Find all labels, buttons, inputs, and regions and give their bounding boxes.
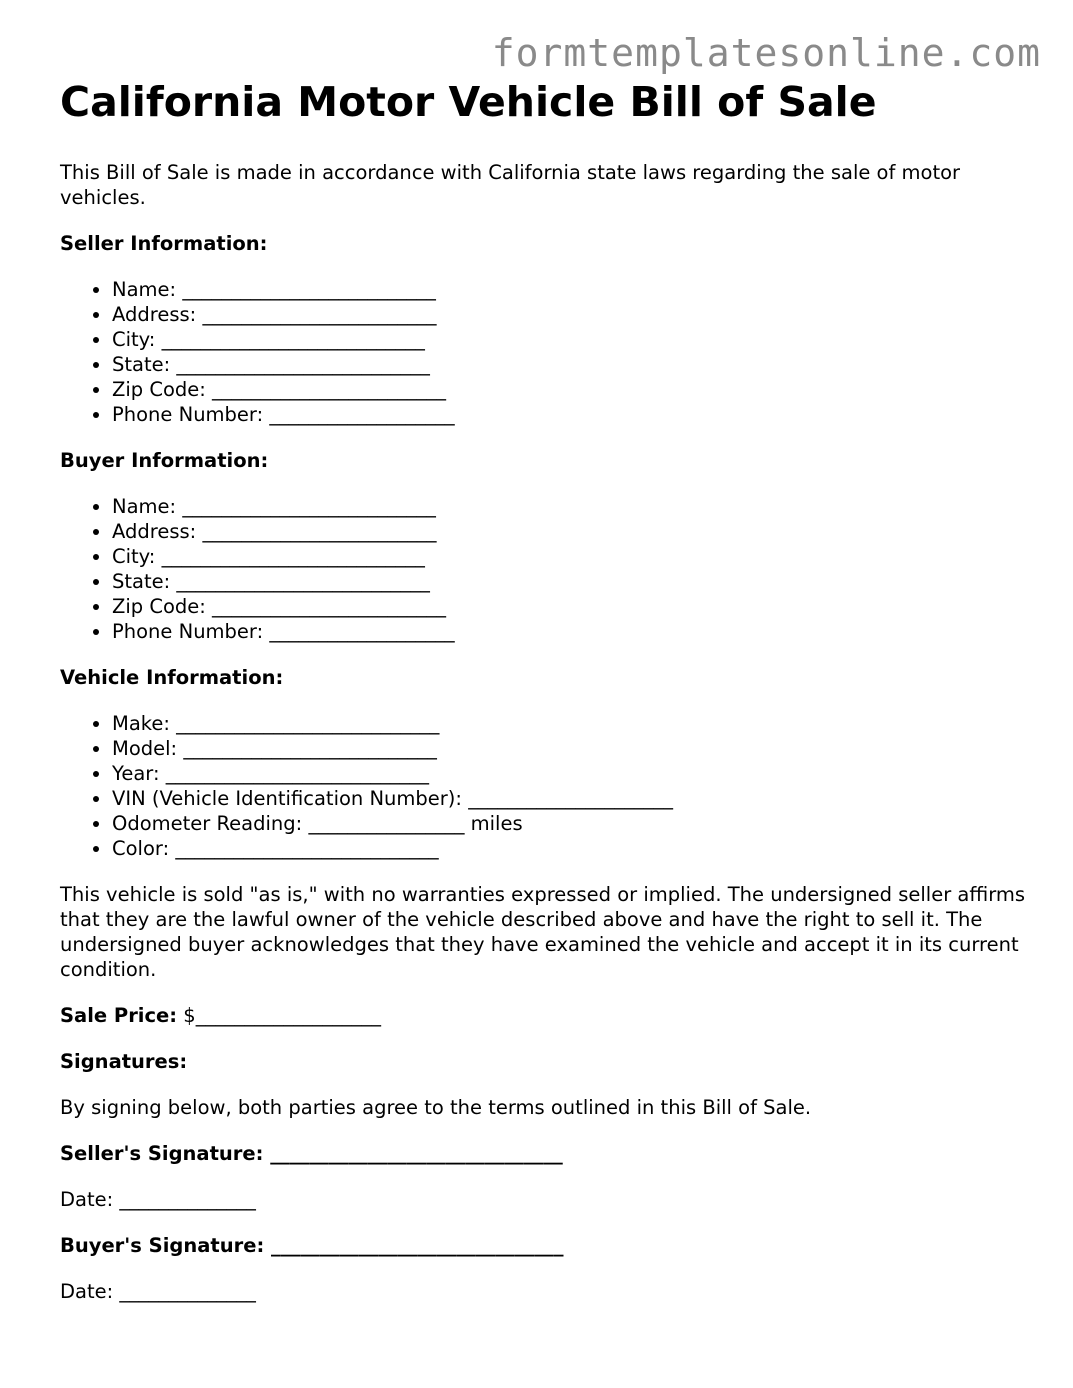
as-is-paragraph: This vehicle is sold "as is," with no warranties expressed or implied. The undersigned seller affirms that they are the lawful owner of the vehicle described above and have the right to sell it. The undersigned buyer acknowledges that they have examined the vehicle and accept it in its current condition.: [60, 883, 1026, 981]
field-label: Zip Code:: [112, 595, 206, 618]
seller-name-field[interactable]: [112, 277, 1040, 302]
blank-line: ___________________: [269, 620, 455, 643]
blank-line: _____________________: [468, 787, 673, 810]
blank-line: __________________________: [182, 495, 436, 518]
buyer-signature-label: Buyer's Signature:: [60, 1234, 265, 1257]
field-label: State:: [112, 353, 171, 376]
vehicle-year-field[interactable]: [112, 761, 1040, 786]
blank-line: __________________________: [183, 737, 437, 760]
field-label: Phone Number:: [112, 620, 264, 643]
vehicle-vin-field[interactable]: [112, 786, 1040, 811]
blank-line: __________________________: [176, 570, 430, 593]
watermark: formtemplatesonline.com: [491, 31, 1041, 75]
blank-line: __________________________: [176, 353, 430, 376]
blank-line: ___________________________: [161, 545, 425, 568]
field-label: Zip Code:: [112, 378, 206, 401]
field-label: City:: [112, 328, 156, 351]
buyer-heading: Buyer Information:: [60, 449, 269, 472]
field-label: Phone Number:: [112, 403, 264, 426]
page-title: California Motor Vehicle Bill of Sale: [60, 78, 877, 126]
blank-line: ________________________: [202, 303, 437, 326]
buyer-signature-field[interactable]: [60, 1233, 1040, 1258]
blank-line: ___________________: [269, 403, 455, 426]
blank-line: ______________: [119, 1280, 256, 1303]
field-label: Name:: [112, 278, 177, 301]
document: [60, 78, 1040, 1325]
seller-phone-field[interactable]: [112, 402, 1040, 427]
buyer-date-field[interactable]: [60, 1279, 1040, 1304]
date-label: Date:: [60, 1188, 114, 1211]
buyer-state-field[interactable]: [112, 569, 1040, 594]
seller-city-field[interactable]: [112, 327, 1040, 352]
sale-price-field[interactable]: [60, 1003, 1040, 1028]
field-label: City:: [112, 545, 156, 568]
seller-signature-field[interactable]: [60, 1141, 1040, 1166]
field-label: Odometer Reading:: [112, 812, 303, 835]
seller-date-field[interactable]: [60, 1187, 1040, 1212]
vehicle-make-field[interactable]: [112, 711, 1040, 736]
vehicle-color-field[interactable]: [112, 836, 1040, 861]
blank-line: __________________________: [182, 278, 436, 301]
vehicle-info-list: [60, 711, 1040, 861]
field-label: State:: [112, 570, 171, 593]
intro-paragraph: This Bill of Sale is made in accordance with California state laws regarding the sale of motor vehicles.: [60, 161, 961, 209]
field-label: Name:: [112, 495, 177, 518]
blank-line: ________________: [308, 812, 465, 835]
field-label: Color:: [112, 837, 170, 860]
seller-heading: Seller Information:: [60, 232, 268, 255]
blank-line: ________________________: [202, 520, 437, 543]
blank-line: ___________________________: [176, 712, 440, 735]
signatures-paragraph: By signing below, both parties agree to the terms outlined in this Bill of Sale.: [60, 1096, 812, 1119]
buyer-name-field[interactable]: [112, 494, 1040, 519]
field-label: Model:: [112, 737, 178, 760]
field-label: Year:: [112, 762, 160, 785]
blank-line: ______________: [119, 1188, 256, 1211]
buyer-address-field[interactable]: [112, 519, 1040, 544]
seller-state-field[interactable]: [112, 352, 1040, 377]
seller-signature-label: Seller's Signature:: [60, 1142, 264, 1165]
seller-info-list: [60, 277, 1040, 427]
odometer-unit: miles: [470, 812, 523, 835]
field-label: Address:: [112, 520, 197, 543]
blank-line: ___________________: [195, 1004, 381, 1027]
buyer-phone-field[interactable]: [112, 619, 1040, 644]
vehicle-heading: Vehicle Information:: [60, 666, 284, 689]
field-label: Address:: [112, 303, 197, 326]
field-label: VIN (Vehicle Identification Number):: [112, 787, 462, 810]
buyer-zip-field[interactable]: [112, 594, 1040, 619]
blank-line: ________________________: [212, 378, 447, 401]
signatures-heading: Signatures:: [60, 1050, 188, 1073]
currency-symbol: $: [183, 1004, 196, 1027]
seller-address-field[interactable]: [112, 302, 1040, 327]
date-label: Date:: [60, 1280, 114, 1303]
vehicle-model-field[interactable]: [112, 736, 1040, 761]
blank-line: ___________________________: [175, 837, 439, 860]
seller-zip-field[interactable]: [112, 377, 1040, 402]
blank-line: ______________________________: [271, 1234, 564, 1257]
sale-price-label: Sale Price:: [60, 1004, 178, 1027]
buyer-city-field[interactable]: [112, 544, 1040, 569]
buyer-info-list: [60, 494, 1040, 644]
blank-line: ___________________________: [165, 762, 429, 785]
blank-line: ___________________________: [161, 328, 425, 351]
field-label: Make:: [112, 712, 170, 735]
blank-line: ________________________: [212, 595, 447, 618]
vehicle-odometer-field[interactable]: [112, 811, 1040, 836]
blank-line: ______________________________: [270, 1142, 563, 1165]
